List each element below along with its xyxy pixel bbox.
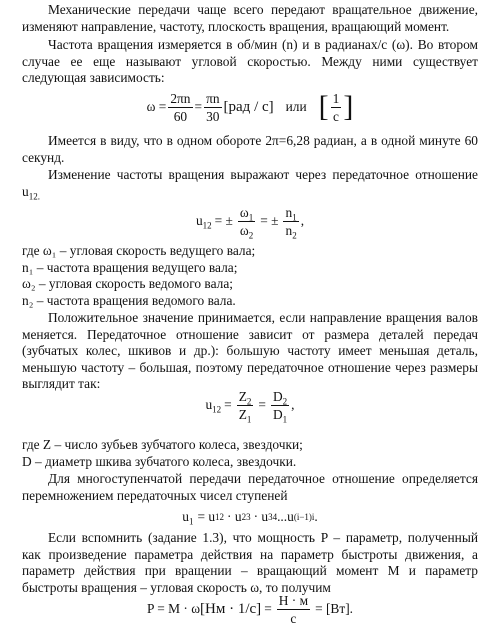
paragraph-positive-value: Положительное значение принимается, если направление вращения валов меняется. Передаточное отношение зависит от размера деталей передач (зубчатых колес, шкивов и др.): большую частоту имеет меньшая деталь, меньшую частоту – большая, поэтому передаточное отношение через размеры выглядит так: <box>22 310 478 392</box>
fraction-d2-d1: $\frac{D_2}{D_1}$ <box>272 388 288 425</box>
fraction-nm-s: $\frac{Н \cdot м}{с}$ <box>278 592 309 626</box>
fraction-z2-z1: $\frac{Z_2}{Z_1}$ <box>238 388 252 425</box>
formula-multistage-product: $u_1$ = u 12 · u 23 · u 34 ...u (i−1)i . <box>182 508 318 527</box>
definition-item: n₂ – частота вращения ведомого вала. <box>22 292 236 308</box>
formula-u12-z-d: $u_{12}$ = $\frac{Z_2}{Z_1}$ = $\frac{D_2}{D_1}$ , <box>205 388 295 425</box>
paragraph-rotation-frequency: Частота вращения измеряется в об/мин (n) и в радианах/с (ω). Во втором случае ее еще называют угловой скоростью. Между ними существует следующая зависимость: <box>22 37 478 86</box>
definitions-list-2 <box>22 437 303 470</box>
formula-power: P = M · ω [Нм · 1/с] = $\frac{Н \cdot м}{с}$ = [Вт]. <box>146 592 354 626</box>
paragraph-intro: Механические передачи чаще всего передают вращательное движение, изменяют направление, частоту, плоскость вращения, вращающий момент. <box>22 2 478 34</box>
unit-rad-per-s: [рад / с] <box>223 99 274 115</box>
fraction-2pin-60: $\frac{2\pi n}{60}$ <box>170 90 191 124</box>
fraction-n1-n2: $\frac{n_1}{n_2}$ <box>285 204 297 241</box>
definition-item: n₁ – частота вращения ведущего вала; <box>22 259 238 275</box>
paragraph-two-pi: Имеется в виду, что в одном обороте 2π=6,28 радиан, а в одной минуте 60 секунд. <box>22 133 478 165</box>
paragraph-multistage: Для многоступенчатой передачи передаточное отношение определяется перемножением передаточных чисел ступеней <box>22 471 478 503</box>
definition-item: где ω₁ – угловая скорость ведущего вала; <box>22 243 256 258</box>
definitions-list-1 <box>22 243 255 309</box>
formula-omega: ω = $\frac{2\pi n}{60}$ = $\frac{\pi n}{30}$ [рад / с] или [ $\frac{1}{с}$ ] <box>146 90 354 124</box>
definition-item: ω₂ – угловая скорость ведомого вала; <box>22 276 233 292</box>
fraction-pin-30: $\frac{\pi n}{30}$ <box>206 90 220 124</box>
formula-u12-omega: $u_{12}$ = ± $\frac{\omega_1}{\omega_2}$ = ± $\frac{n_1}{n_2}$ , <box>195 204 305 241</box>
definition-item: D – диаметр шкива зубчатого колеса, звездочки. <box>22 453 297 469</box>
paragraph-power: Если вспомнить (задание 1.3), что мощность P – параметр, полученный как произведение параметра действия на параметр быстроты движения, а параметр действия при вращении – вращающий момент M и параметр быстроты вращения – угловая скорость ω, то получим <box>22 530 478 595</box>
fraction-1-s: $\frac{1}{с}$ <box>332 90 340 124</box>
paragraph-gear-ratio: Изменение частоты вращения выражают через передаточное отношение $u_{12.}$ <box>22 167 478 202</box>
definition-item: где Z – число зубьев зубчатого колеса, звездочки; <box>22 437 303 452</box>
fraction-omega1-omega2: $\frac{\omega_1}{\omega_2}$ <box>239 204 254 241</box>
